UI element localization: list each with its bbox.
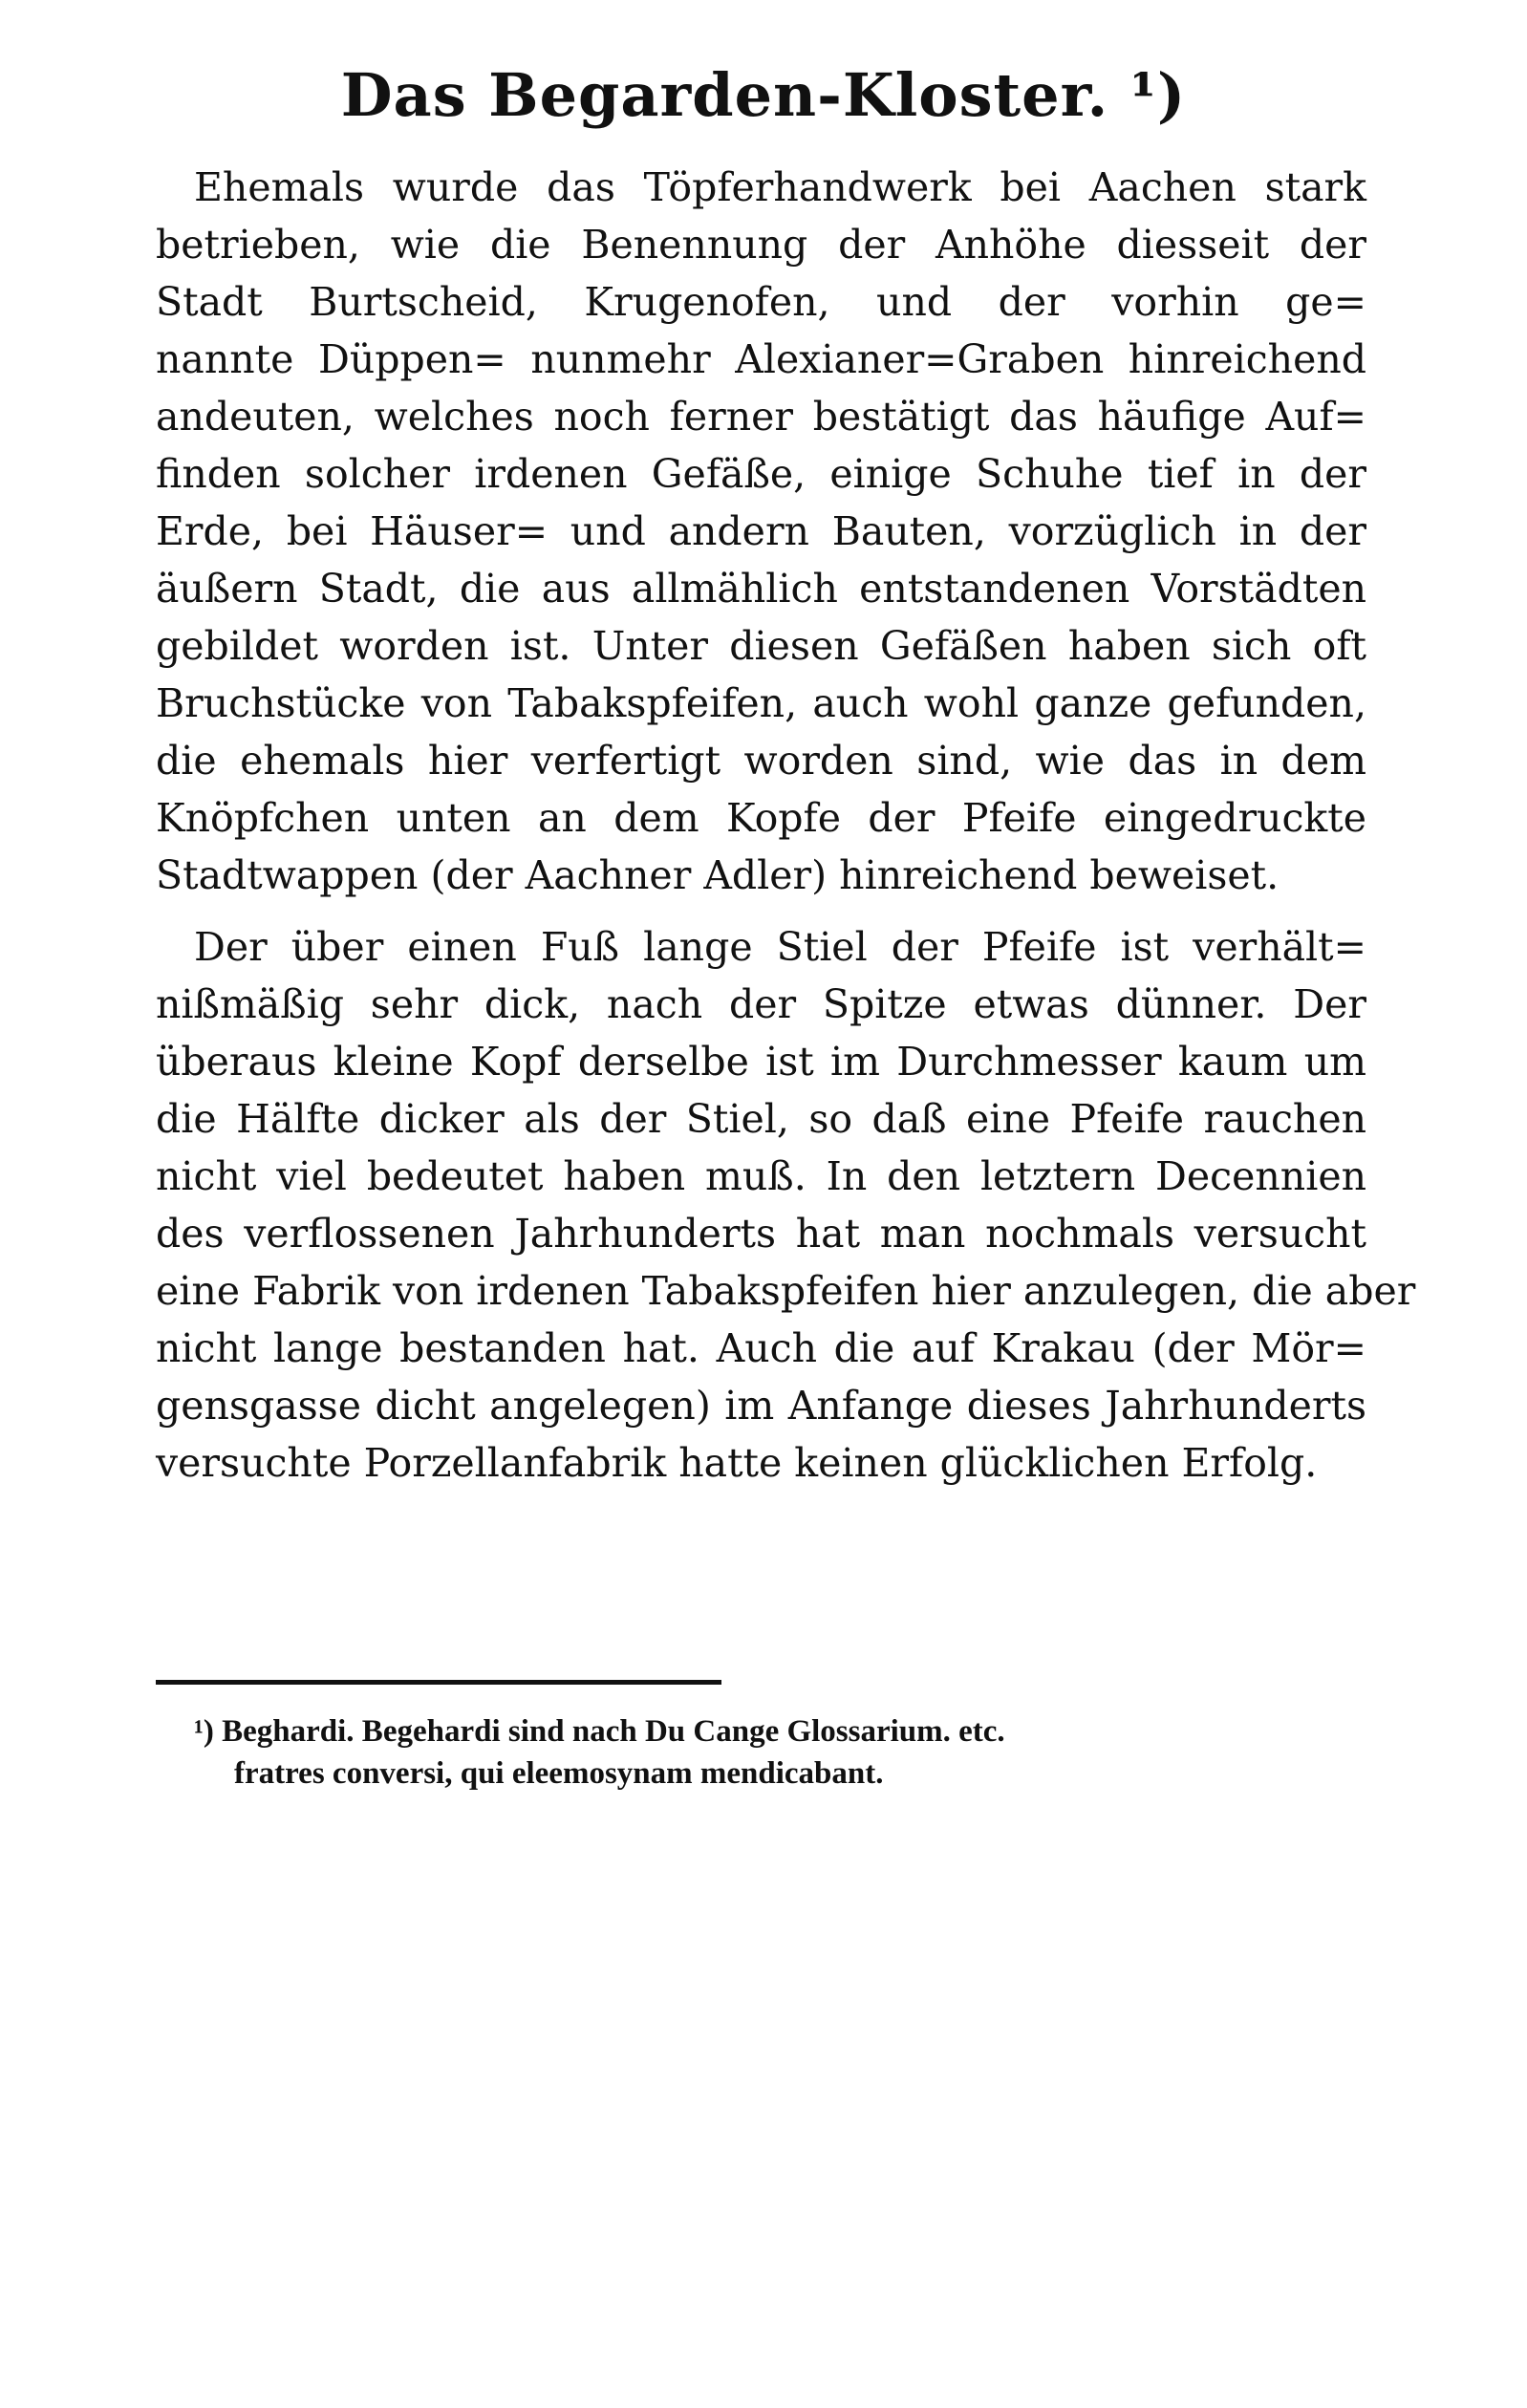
footnote-divider [156,1680,721,1685]
paragraph-1-line-13: Stadtwappen (der Aachner Adler) hinreichend beweiset. [156,852,1280,898]
paragraph-1-line-2: betrieben, wie die Benennung der Anhöhe diesseit der [156,222,1366,268]
footnote-line-2: fratres conversi, qui eleemosynam mendicabant. [234,1756,884,1791]
paragraph-1-line-3: Stadt Burtscheid, Krugenofen, und der vorhin ge= [156,279,1366,325]
paragraph-2-line-7: eine Fabrik von irdenen Tabakspfeifen hier anzulegen, die aber [156,1268,1416,1314]
paragraph-2-line-3: überaus kleine Kopf derselbe ist im Durchmesser kaum um [156,1039,1366,1085]
paragraph-2-line-1: Der über einen Fuß lange Stiel der Pfeife ist verhält= [194,924,1366,970]
paragraph-2-line-2: nißmäßig sehr dick, nach der Spitze etwas dünner. Der [156,981,1366,1027]
paragraph-1-line-1: Ehemals wurde das Töpferhandwerk bei Aachen stark [194,164,1366,210]
paragraph-1-line-7: Erde, bei Häuser= und andern Bauten, vorzüglich in der [156,508,1366,554]
paragraph-2-line-4: die Hälfte dicker als der Stiel, so daß eine Pfeife rauchen [156,1096,1366,1142]
paragraph-2-line-10: versuchte Porzellanfabrik hatte keinen glücklichen Erfolg. [156,1440,1318,1486]
paragraph-2-line-6: des verflossenen Jahrhunderts hat man nochmals versucht [156,1211,1366,1257]
paragraph-2-line-5: nicht viel bedeutet haben muß. In den letztern Decennien [156,1153,1366,1199]
paragraph-1-line-6: finden solcher irdenen Gefäße, einige Schuhe tief in der [156,451,1366,497]
page-title: Das Begarden-Kloster. ¹) [340,60,1187,130]
paragraph-1-line-8: äußern Stadt, die aus allmählich entstandenen Vorstädten [156,566,1366,612]
paragraph-1-line-5: andeuten, welches noch ferner bestätigt das häufige Auf= [156,394,1366,440]
paragraph-1-line-4: nannte Düppen= nunmehr Alexianer=Graben hinreichend [156,336,1366,382]
paragraph-1-line-10: Bruchstücke von Tabakspfeifen, auch wohl ganze gefunden, [156,680,1366,726]
paragraph-1-line-9: gebildet worden ist. Unter diesen Gefäßen haben sich oft [156,623,1366,669]
paragraph-2-line-9: gensgasse dicht angelegen) im Anfange dieses Jahrhunderts [156,1383,1366,1429]
paragraph-1-line-12: Knöpfchen unten an dem Kopfe der Pfeife eingedruckte [156,795,1366,841]
footnote-line-1: ¹) Beghardi. Begehardi sind nach Du Cange Glossarium. etc. [194,1714,1005,1749]
paragraph-1-line-11: die ehemals hier verfertigt worden sind, wie das in dem [156,738,1366,784]
paragraph-2-line-8: nicht lange bestanden hat. Auch die auf Krakau (der Mör= [156,1325,1366,1371]
